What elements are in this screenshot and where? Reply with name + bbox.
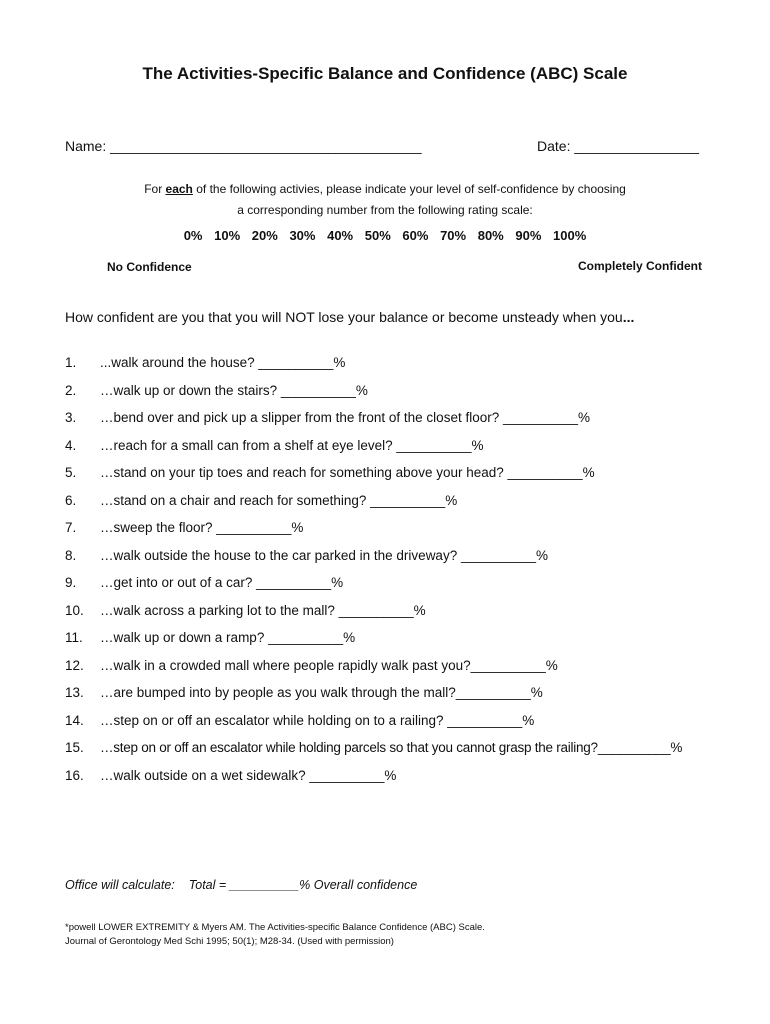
item-text[interactable]: …get into or out of a car? __________%	[100, 575, 344, 590]
instructions-line-1	[0, 182, 770, 196]
item-number: 1.	[65, 355, 77, 370]
item-number: 16.	[65, 767, 84, 783]
rating-scale	[0, 228, 770, 243]
item-number: 14.	[65, 712, 84, 728]
question-text: How confident are you that you will NOT lose your balance or become unsteady when you	[65, 309, 623, 325]
scale-value: 10%	[214, 228, 241, 243]
item-text[interactable]: ...walk around the house? __________%	[100, 355, 346, 370]
item-number: 11.	[65, 630, 83, 645]
instructions-post: of the following activies, please indicate your level of self-confidence by choosing	[192, 182, 626, 196]
reference-line-1: *powell LOWER EXTREMITY & Myers AM. The Activities-specific Balance Confidence (ABC) Scale.	[65, 922, 485, 933]
item-text[interactable]: …walk outside the house to the car parked in the driveway? __________%	[100, 547, 549, 563]
scale-value: 50%	[364, 228, 391, 243]
office-calculation	[65, 878, 417, 892]
item-number: 7.	[65, 520, 77, 535]
scale-value: 70%	[440, 228, 467, 243]
scale-high-label: Completely Confident	[577, 259, 702, 273]
scale-value: 100%	[553, 228, 587, 243]
item-text[interactable]: …bend over and pick up a slipper from the front of the closet floor? __________%	[100, 410, 591, 425]
instructions-emphasis: each	[165, 182, 193, 196]
item-text[interactable]: …sweep the floor? __________%	[100, 520, 304, 535]
scale-value: 80%	[477, 228, 504, 243]
scale-value: 30%	[289, 228, 316, 243]
scale-value: 40%	[327, 228, 354, 243]
item-text[interactable]: …walk across a parking lot to the mall? __________%	[100, 602, 426, 618]
reference-line-2: Journal of Gerontology Med Schi 1995; 50(1); M28-34. (Used with permission)	[65, 936, 394, 947]
item-number: 3.	[65, 410, 77, 425]
question-prompt	[65, 309, 634, 325]
item-text[interactable]: …step on or off an escalator while holding parcels so that you cannot grasp the railing?__________%	[100, 740, 683, 755]
item-number: 2.	[65, 382, 77, 398]
item-number: 15.	[65, 740, 84, 755]
item-text[interactable]: …walk outside on a wet sidewalk? __________%	[100, 767, 397, 783]
item-number: 10.	[65, 602, 84, 618]
item-number: 9.	[65, 575, 77, 590]
item-text[interactable]: …walk up or down a ramp? __________%	[100, 630, 356, 645]
office-total: Total = __________% Overall confidence	[188, 878, 418, 892]
date-field[interactable]: Date: ________________	[537, 138, 699, 154]
scale-low-label: No Confidence	[107, 260, 192, 274]
scale-value: 60%	[402, 228, 429, 243]
item-number: 12.	[65, 657, 84, 673]
item-number: 5.	[65, 465, 77, 480]
item-number: 6.	[65, 492, 77, 508]
page-title: The Activities-Specific Balance and Confidence (ABC) Scale	[142, 64, 628, 83]
item-text[interactable]: …step on or off an escalator while holding on to a railing? __________%	[100, 712, 535, 728]
scale-value: 20%	[251, 228, 278, 243]
item-number: 4.	[65, 437, 77, 453]
item-number: 13.	[65, 685, 84, 700]
item-text[interactable]: …walk in a crowded mall where people rapidly walk past you?__________%	[100, 657, 558, 673]
item-text[interactable]: …stand on a chair and reach for something? __________%	[100, 492, 458, 508]
office-label: Office will calculate:	[65, 878, 175, 892]
item-text[interactable]: …reach for a small can from a shelf at eye level? __________%	[100, 437, 484, 453]
item-text[interactable]: …walk up or down the stairs? __________%	[100, 382, 368, 398]
item-text[interactable]: …are bumped into by people as you walk through the mall?__________%	[100, 685, 543, 700]
scale-value: 90%	[515, 228, 542, 243]
item-text[interactable]: …stand on your tip toes and reach for something above your head? __________%	[100, 465, 595, 480]
scale-value: 0%	[183, 228, 203, 243]
name-field[interactable]: Name: ________________________________________	[65, 138, 422, 154]
item-number: 8.	[65, 547, 77, 563]
instructions-pre: For	[144, 182, 166, 196]
instructions-line-2: a corresponding number from the following rating scale:	[237, 203, 533, 217]
question-ellipsis: ...	[622, 309, 635, 325]
